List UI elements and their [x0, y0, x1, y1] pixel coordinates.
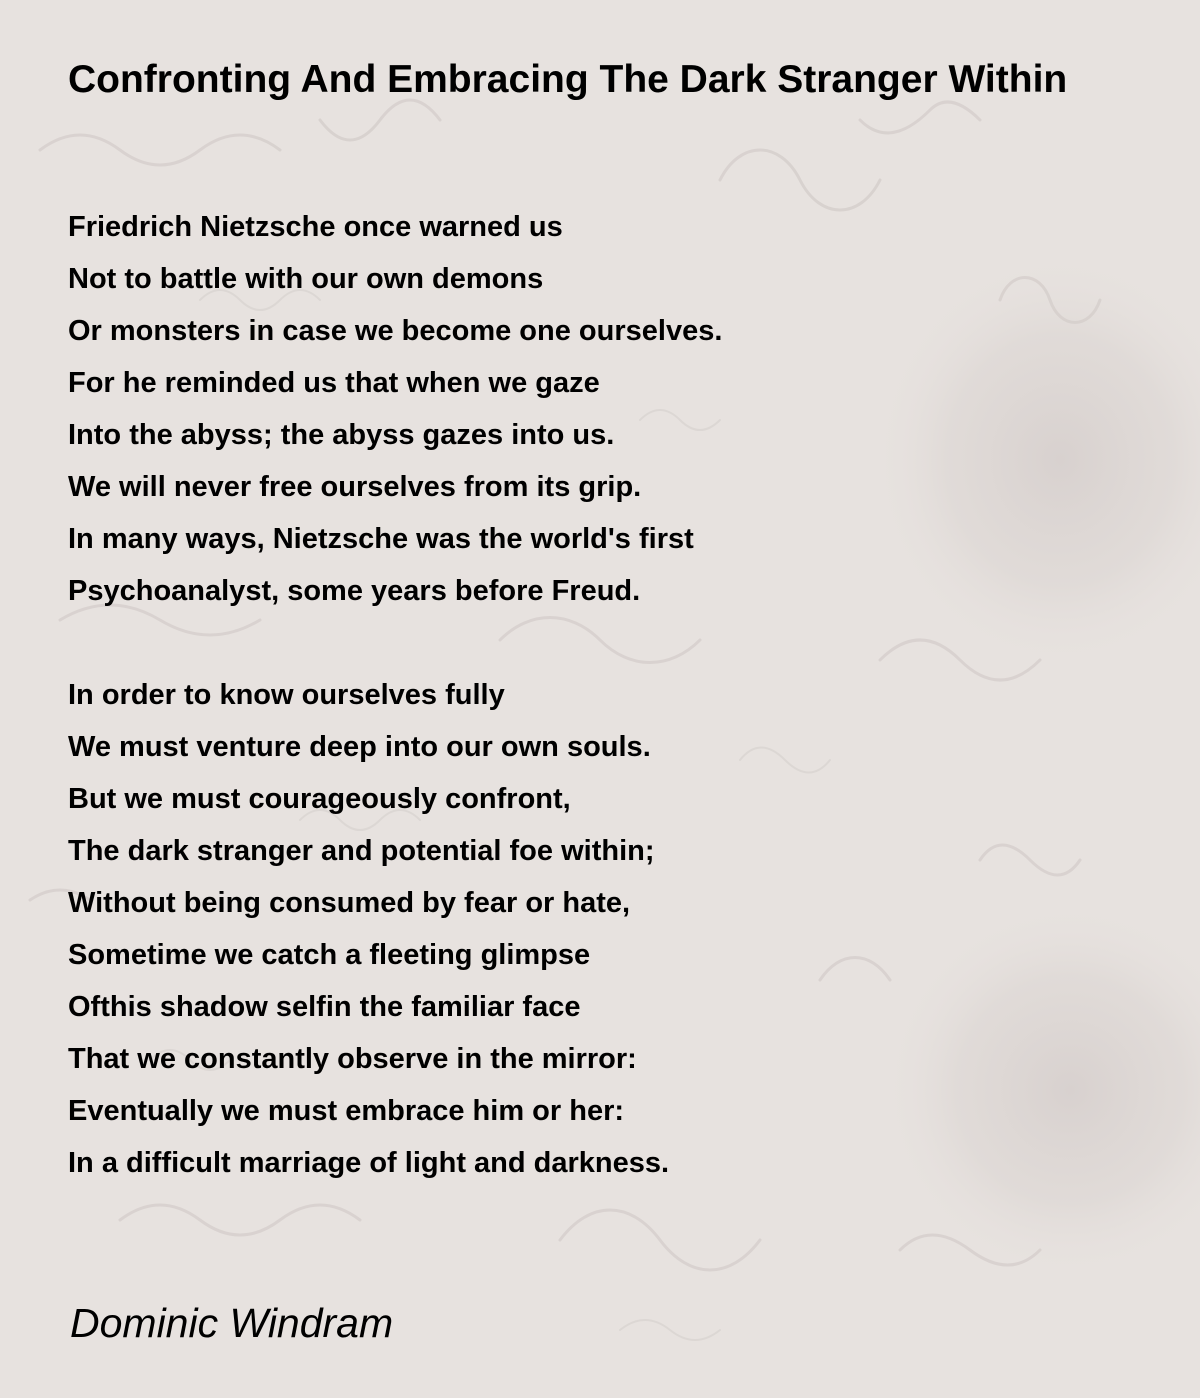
poem-line: We will never free ourselves from its grip. [68, 471, 642, 503]
poem-stanza [68, 201, 1128, 617]
poem-line: Eventually we must embrace him or her: [68, 1095, 625, 1127]
poem-line: Friedrich Nietzsche once warned us [68, 211, 563, 243]
poem-line: In a difficult marriage of light and darkness. [68, 1147, 670, 1179]
poem-line: Or monsters in case we become one ourselves. [68, 315, 723, 347]
poem-line: Sometime we catch a fleeting glimpse [68, 939, 591, 971]
poem-line: Not to battle with our own demons [68, 263, 544, 295]
poem-line: The dark stranger and potential foe within; [68, 835, 655, 867]
poem-title: Confronting And Embracing The Dark Stranger Within [68, 58, 1068, 101]
poem-author: Dominic Windram [70, 1300, 394, 1346]
poem-line: That we constantly observe in the mirror: [68, 1043, 637, 1075]
poem-line: Ofthis shadow selfin the familiar face [68, 991, 581, 1023]
poem-line: We must venture deep into our own souls. [68, 731, 651, 763]
poem-line: Without being consumed by fear or hate, [68, 887, 631, 919]
poem-line: Into the abyss; the abyss gazes into us. [68, 419, 615, 451]
poem-line: Psychoanalyst, some years before Freud. [68, 575, 641, 607]
poem-stanza [68, 669, 1128, 1189]
poem-line: In many ways, Nietzsche was the world's first [68, 523, 694, 555]
poem-line: But we must courageously confront, [68, 783, 571, 815]
poem-line: For he reminded us that when we gaze [68, 367, 600, 399]
poem-line: In order to know ourselves fully [68, 679, 505, 711]
